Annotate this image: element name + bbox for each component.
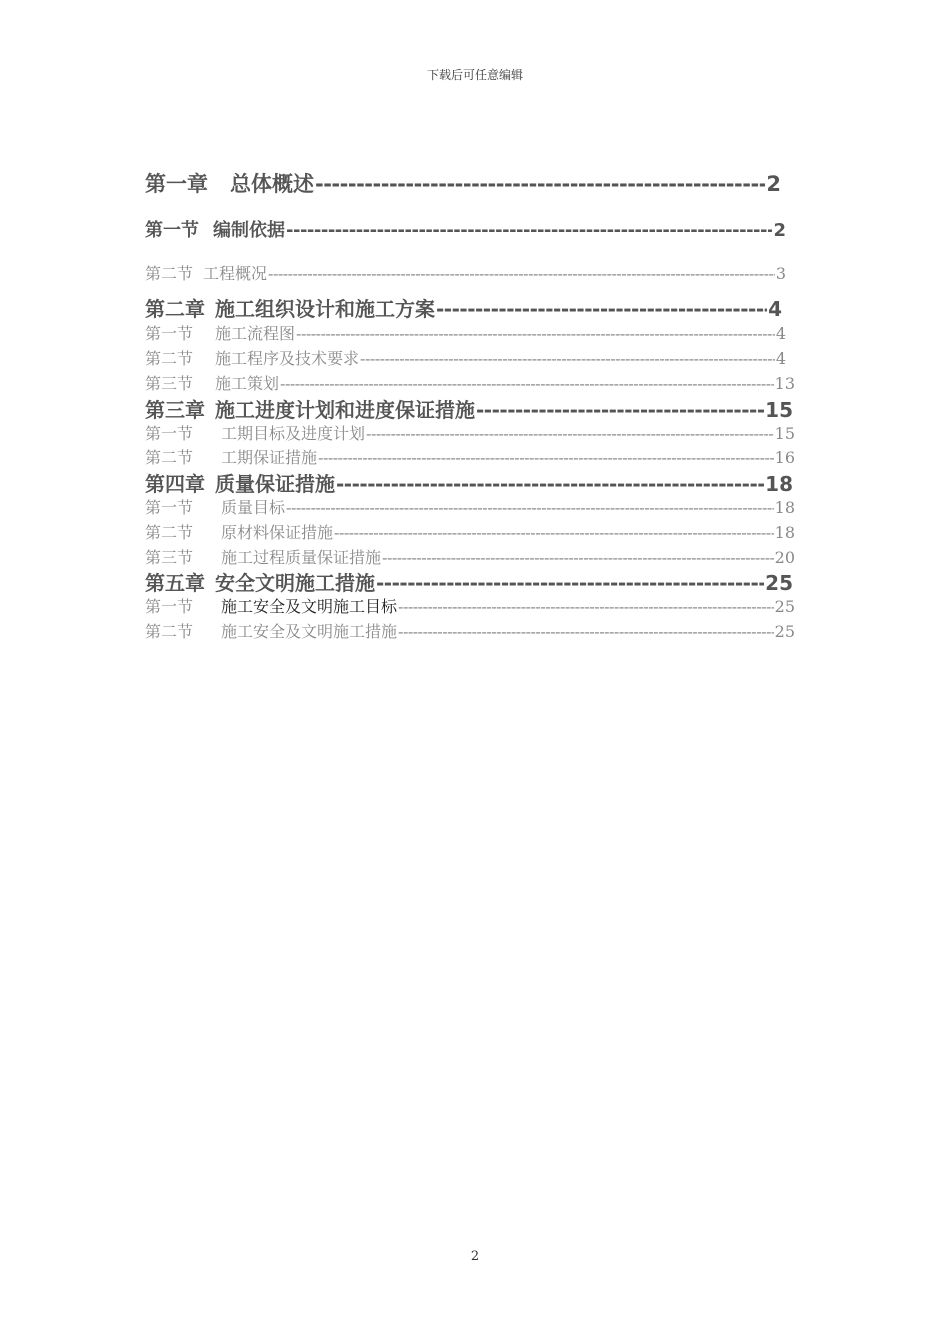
toc-entry-page: 15 [765, 398, 793, 422]
toc-entry-page: 25 [765, 571, 793, 595]
toc-entry-heading [145, 520, 333, 543]
toc-entry-heading [145, 468, 335, 497]
toc-entry-page: 18 [774, 523, 795, 542]
toc-leader [315, 172, 765, 196]
toc-leader [398, 622, 774, 641]
toc-entry-page: 2 [773, 220, 786, 241]
toc-entry-heading [145, 567, 375, 596]
toc-entry-title: 施工安全及文明施工目标 [221, 597, 398, 616]
toc-entry-title: 施工组织设计和施工方案 [215, 297, 435, 321]
toc-entry-page: 3 [775, 264, 786, 283]
toc-leader [376, 571, 764, 595]
toc-entry-page: 4 [775, 349, 786, 368]
toc-entry-label: 第三章 [145, 398, 205, 422]
toc-leader [334, 523, 774, 542]
toc-entry[interactable] [145, 520, 795, 543]
toc-entry[interactable] [145, 445, 795, 468]
toc-entry[interactable] [145, 261, 786, 284]
toc-entry[interactable] [145, 321, 786, 344]
toc-entry[interactable] [145, 371, 795, 394]
toc-entry[interactable] [145, 346, 786, 369]
toc-entry-heading [145, 168, 314, 198]
toc-entry-title: 原材料保证措施 [221, 523, 334, 542]
toc-entry-page: 18 [774, 498, 795, 517]
toc-leader [382, 548, 774, 567]
toc-entry-page: 4 [775, 324, 786, 343]
toc-entry-page: 16 [774, 448, 795, 467]
toc-entry-heading [145, 371, 279, 394]
toc-entry-label: 第一节 [145, 498, 194, 517]
toc-entry[interactable] [145, 495, 795, 518]
toc-entry[interactable] [145, 468, 793, 497]
toc-entry-heading [145, 394, 475, 423]
toc-entry-page: 20 [774, 548, 795, 567]
toc-leader [286, 498, 774, 517]
toc-entry-heading [145, 594, 397, 617]
toc-entry-heading [145, 261, 267, 284]
toc-entry-title: 施工流程图 [215, 324, 296, 343]
toc-leader [398, 597, 774, 616]
toc-entry-label: 第二节 [145, 622, 194, 641]
toc-entry-title: 施工进度计划和进度保证措施 [215, 398, 475, 422]
toc-entry-label: 第一节 [145, 324, 194, 343]
toc-entry-title: 施工安全及文明施工措施 [221, 622, 398, 641]
toc-entry-heading [145, 321, 295, 344]
toc-entry-label: 第一节 [145, 597, 194, 616]
toc-entry-heading [145, 421, 365, 444]
toc-entry-label: 第二章 [145, 297, 205, 321]
page-header: 下载后可任意编辑 [426, 68, 523, 82]
toc-entry[interactable] [145, 168, 781, 198]
toc-entry-page: 15 [774, 424, 795, 443]
toc-entry-title: 工期目标及进度计划 [221, 424, 366, 443]
toc-entry[interactable] [145, 619, 795, 642]
toc-entry-heading [145, 293, 435, 322]
toc-entry-label: 第三节 [145, 374, 194, 393]
toc-entry-title: 施工过程质量保证措施 [221, 548, 382, 567]
toc-entry-title: 总体概述 [230, 172, 314, 196]
toc-entry-heading [145, 619, 397, 642]
page-number: 2 [470, 1249, 480, 1264]
toc-entry-page: 25 [774, 597, 795, 616]
toc-leader [318, 448, 774, 467]
toc-entry[interactable] [145, 421, 795, 444]
toc-entry-page: 4 [768, 297, 782, 321]
toc-leader [286, 220, 772, 241]
toc-entry-heading [145, 495, 285, 518]
toc-leader [296, 324, 775, 343]
toc-entry-label: 第三节 [145, 548, 194, 567]
toc-entry-heading [145, 346, 359, 369]
toc-entry[interactable] [145, 594, 795, 617]
toc-leader [360, 349, 775, 368]
toc-entry[interactable] [145, 567, 793, 596]
toc-entry-label: 第一节 [145, 220, 199, 241]
toc-entry-page: 13 [774, 374, 795, 393]
toc-entry-label: 第二节 [145, 448, 194, 467]
toc-entry-label: 第二节 [145, 264, 194, 283]
toc-entry-title: 安全文明施工措施 [215, 571, 375, 595]
toc-leader [336, 472, 764, 496]
toc-leader [366, 424, 774, 443]
toc-leader [476, 398, 764, 422]
toc-entry-title: 编制依据 [213, 220, 285, 241]
toc-entry[interactable] [145, 216, 786, 242]
toc-entry[interactable] [145, 293, 782, 322]
toc-entry-label: 第四章 [145, 472, 205, 496]
toc-entry-title: 质量保证措施 [215, 472, 335, 496]
toc-leader [268, 264, 775, 283]
toc-entry-title: 质量目标 [221, 498, 286, 517]
toc-entry[interactable] [145, 545, 795, 568]
toc-entry-label: 第二节 [145, 349, 194, 368]
toc-entry-page: 18 [765, 472, 793, 496]
toc-entry-page: 2 [766, 172, 781, 196]
toc-leader [436, 297, 767, 321]
toc-entry-title: 施工策划 [215, 374, 280, 393]
toc-entry-label: 第二节 [145, 523, 194, 542]
toc-entry-title: 工期保证措施 [221, 448, 318, 467]
toc-entry-page: 25 [774, 622, 795, 641]
toc-leader [280, 374, 774, 393]
toc-entry-title: 施工程序及技术要求 [215, 349, 360, 368]
toc-entry-label: 第五章 [145, 571, 205, 595]
toc-entry[interactable] [145, 394, 793, 423]
toc-entry-heading [145, 545, 381, 568]
toc-entry-label: 第一章 [145, 172, 208, 196]
toc-entry-heading [145, 216, 285, 242]
toc-entry-heading [145, 445, 317, 468]
toc-entry-title: 工程概况 [203, 264, 268, 283]
toc-entry-label: 第一节 [145, 424, 194, 443]
